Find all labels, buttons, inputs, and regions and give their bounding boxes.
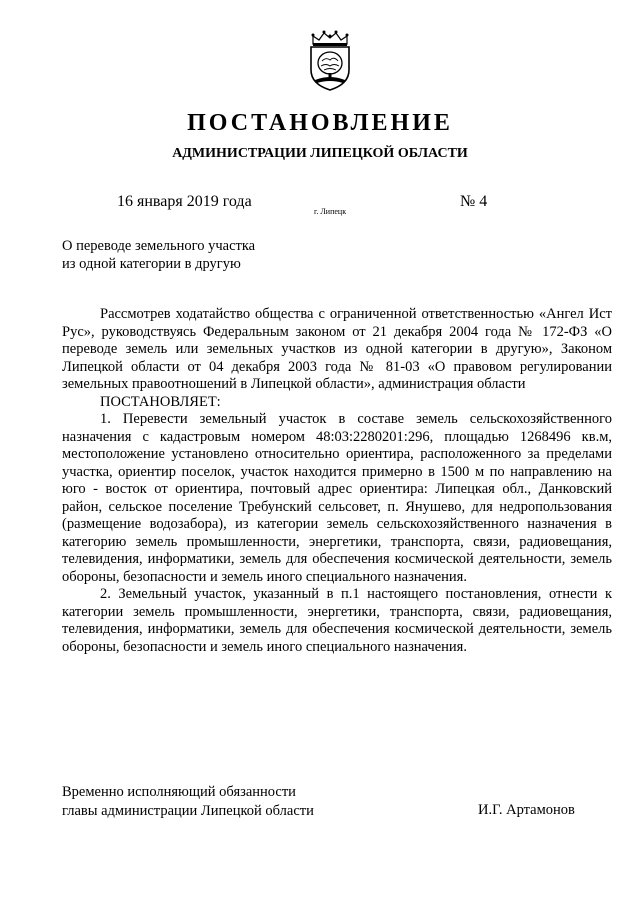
preamble-paragraph: Рассмотрев ходатайство общества с ограниченной ответственностью «Ангел Ист Рус», руководствуясь Федеральным законом от 21 декабря 2004 года № 172-ФЗ «О переводе земель или земельных участков из одной категории в другую», Законом Липецкой области от 04 декабря 2003 года № 81-03 «О правовом регулировании земельных правоотношений в Липецкой области», администрация области — [62, 306, 612, 392]
signatory-position-line-2: главы администрации Липецкой области — [62, 803, 314, 819]
signatory-position — [62, 783, 314, 821]
lipetsk-coat-of-arms-icon — [305, 30, 355, 92]
signatory-name: И.Г. Артамонов — [478, 802, 575, 818]
document-title: ПОСТАНОВЛЕНИЕ — [187, 110, 453, 136]
document-subject — [62, 237, 255, 273]
signatory-position-line-1: Временно исполняющий обязанности — [62, 784, 296, 800]
decree-heading: ПОСТАНОВЛЯЕТ: — [100, 393, 221, 410]
document-body — [62, 306, 612, 656]
subject-line-1: О переводе земельного участка — [62, 238, 256, 254]
document-date: 16 января 2019 года — [117, 193, 252, 210]
document-number: № 4 — [460, 193, 488, 210]
document-city: г. Липецк — [314, 207, 347, 216]
decree-item-1: 1. Перевести земельный участок в составе земель сельскохозяйственного назначения с кадастровым номером 48:03:2280201:296, площадью 1268496 кв.м, местоположение установлено относительно ориентира, расположенного за пределами участка, ориентир поселок, участок находится примерно в 1500 м по направлению на юго - восток от ориентира, почтовый адрес ориентира: Липецкая обл., Данковский район, сельское поселение Требунский сельсовет, п. Янушево, для недропользования (размещение водозабора), из категории земель сельскохозяйственного назначения в категорию земель промышленности, энергетики, транспорта, связи, радиовещания, телевидения, информатики, земель для обеспечения космической деятельности, земель обороны, безопасности и земель иного специального назначения. — [62, 411, 612, 585]
document-subtitle: АДМИНИСТРАЦИИ ЛИПЕЦКОЙ ОБЛАСТИ — [172, 146, 468, 161]
subject-line-2: из одной категории в другую — [62, 256, 241, 272]
decree-item-2: 2. Земельный участок, указанный в п.1 настоящего постановления, отнести к категории земель промышленности, энергетики, транспорта, связи, радиовещания, телевидения, информатики, земель для обеспечения космической деятельности, земель обороны, безопасности и земель иного специального назначения. — [62, 586, 612, 655]
